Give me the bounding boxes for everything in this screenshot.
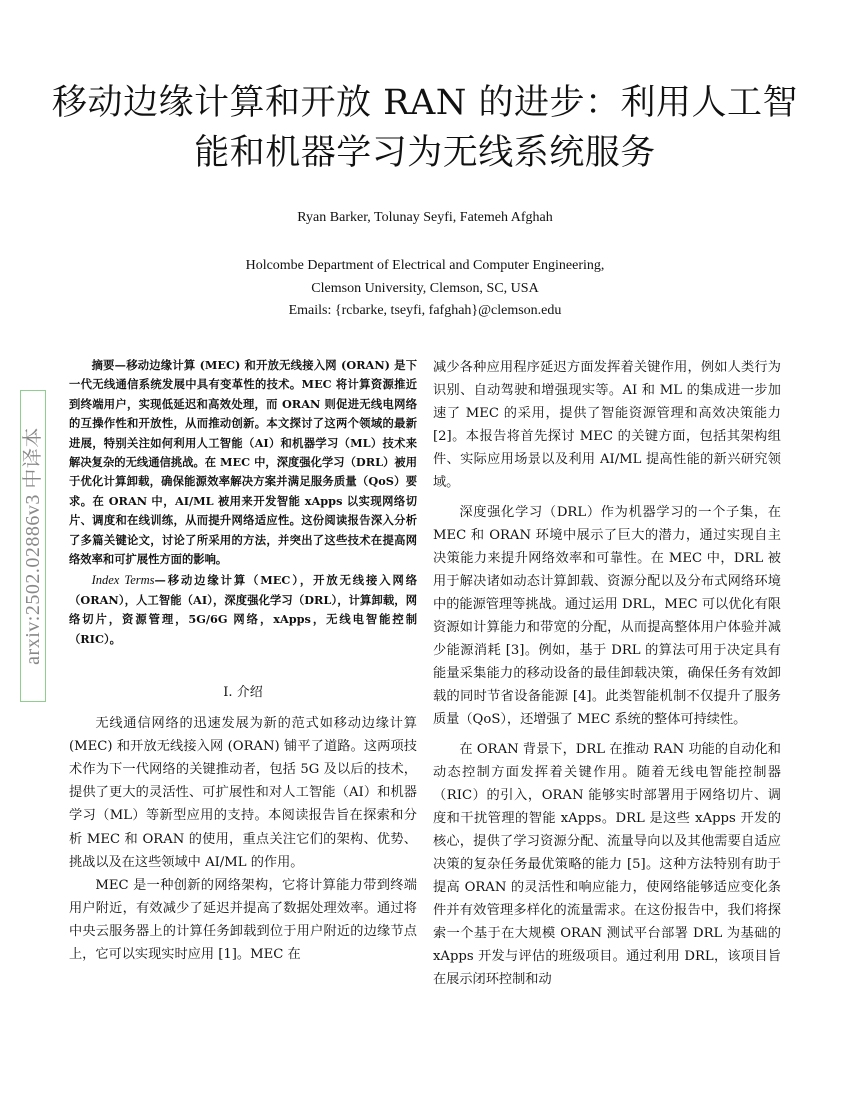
abstract: 摘要—移动边缘计算 (MEC) 和开放无线接入网 (ORAN) 是下一代无线通信系统发展中具有变革性的技术。MEC 将计算资源推近到终端用户，实现低延迟和高效处理，而 ORAN 则促进无线电网络的互操作性和开放性，从而推动创新。本文探讨了这两个领域的最新进展，特别关注如何利用人工智能（AI）和机器学习（ML）技术来解决复杂的无线通信挑战。在 MEC 中，深度强化学习（DRL）被用于优化计算卸载，确保能源效率解决方案并满足服务质量（QoS）要求。在 ORAN 中，AI/ML 被用来开发智能 xApps 以实现网络切片、调度和在线训练，从而提升网络适应性。这份阅读报告深入分析了多篇关键论文，讨论了所采用的方法，并突出了这些技术在提高网络效率和可扩展性方面的影响。 — [69, 358, 417, 567]
paper-title: 移动边缘计算和开放 RAN 的进步：利用人工智能和机器学习为无线系统服务 — [51, 83, 798, 173]
body-paragraph-5: 在 ORAN 背景下，DRL 在推动 RAN 功能的自动化和动态控制方面发挥着关键作用。随着无线电智能控制器（RIC）的引入，ORAN 能够实时部署用于网络切片、调度和干扰管理的智能 xApps。DRL 是这些 xApps 开发的核心，提供了学习资源分配、流量导向以及其他需要自适应决策的复杂任务最优策略的能力 [5]。这种方法特别有助于提高 ORAN 的灵活性和响应能力，使网络能够适应变化条件并有效管理多样化的流量需求。在这份报告中，我们将探索一个基于在大规模 ORAN 测试平台部署 DRL 为基础的 xApps 开发与评估的班级项目。通过利用 DRL，该项目旨在展示闭环控制和动 — [433, 741, 781, 988]
affiliation-block — [0, 255, 850, 323]
index-terms-label: Index Terms — [91, 573, 155, 588]
translation-tag: 中译本 — [22, 427, 44, 489]
affiliation-university: Clemson University, Clemson, SC, USA — [311, 280, 539, 296]
body-paragraph-1: 无线通信网络的迅速发展为新的范式如移动边缘计算 (MEC) 和开放无线接入网 (ORAN) 铺平了道路。这两项技术作为下一代网络的关键推动者，包括 5G 及以后的技术，提供了更大的灵活性、可扩展性和对人工智能（AI）和机器学习（ML）等新型应用的支持。本阅读报告旨在探索和分析 MEC 和 ORAN 的使用，重点关注它们的架构、优势、挑战以及在这些领域中 AI/ML 的作用。 — [69, 716, 417, 870]
arxiv-watermark-text — [21, 391, 45, 701]
body-paragraph-3: 减少各种应用程序延迟方面发挥着关键作用，例如人类行为识别、自动驾驶和增强现实等。AI 和 ML 的集成进一步加速了 MEC 的采用，提供了智能资源管理和高效决策能力 [2]。本报告将首先探讨 MEC 的关键方面，包括其架构组件、实际应用场景以及利用 AI/ML 提高性能的新兴研究领域。 — [433, 360, 781, 491]
body-paragraph-2: MEC 是一种创新的网络架构，它将计算能力带到终端用户附近，有效减少了延迟并提高了数据处理效率。通过将中央云服务器上的计算任务卸载到位于用户附近的边缘节点上，它可以实现实时应用 [1]。MEC 在 — [69, 877, 417, 963]
affiliation-department: Holcombe Department of Electrical and Computer Engineering, — [245, 258, 605, 273]
index-terms — [69, 571, 417, 649]
body-paragraph-4: 深度强化学习（DRL）作为机器学习的一个子集，在 MEC 和 ORAN 环境中展示了巨大的潜力，通过实现自主决策能力来提升网络效率和可靠性。在 MEC 中，DRL 被用于解决诸如动态计算卸载、资源分配以及分布式网络环境中的能源管理等挑战。通过运用 DRL，MEC 可以优化有限资源如计算能力和带宽的分配，从而提高整体用户体验并减少能源消耗 [3]。例如，基于 DRL 的算法可用于决定具有能量采集能力的移动设备的最佳卸载决策，确保任务有效卸载的同时节省设备能源 [4]。此类智能机制不仅提升了服务质量（QoS），还增强了 MEC 系统的整体可持续性。 — [433, 504, 781, 728]
section-heading-introduction: I. 介绍 — [223, 685, 263, 701]
index-terms-text: —移动边缘计算（MEC），开放无线接入网络（ORAN），人工智能（AI），深度强化学习（DRL），计算卸载，网络切片，资源管理，5G/6G 网络，xApps，无线电智能控制（RIC）。 — [69, 573, 417, 646]
left-column — [69, 356, 417, 966]
affiliation-emails: Emails: {rcbarke, tseyfi, fafghah}@clemson.edu — [288, 303, 562, 318]
arxiv-watermark — [20, 390, 46, 702]
right-column — [433, 356, 781, 992]
arxiv-id: arxiv:2502.02886v3 — [22, 494, 44, 665]
author-list: Ryan Barker, Tolunay Seyfi, Fatemeh Afghah — [297, 210, 553, 225]
